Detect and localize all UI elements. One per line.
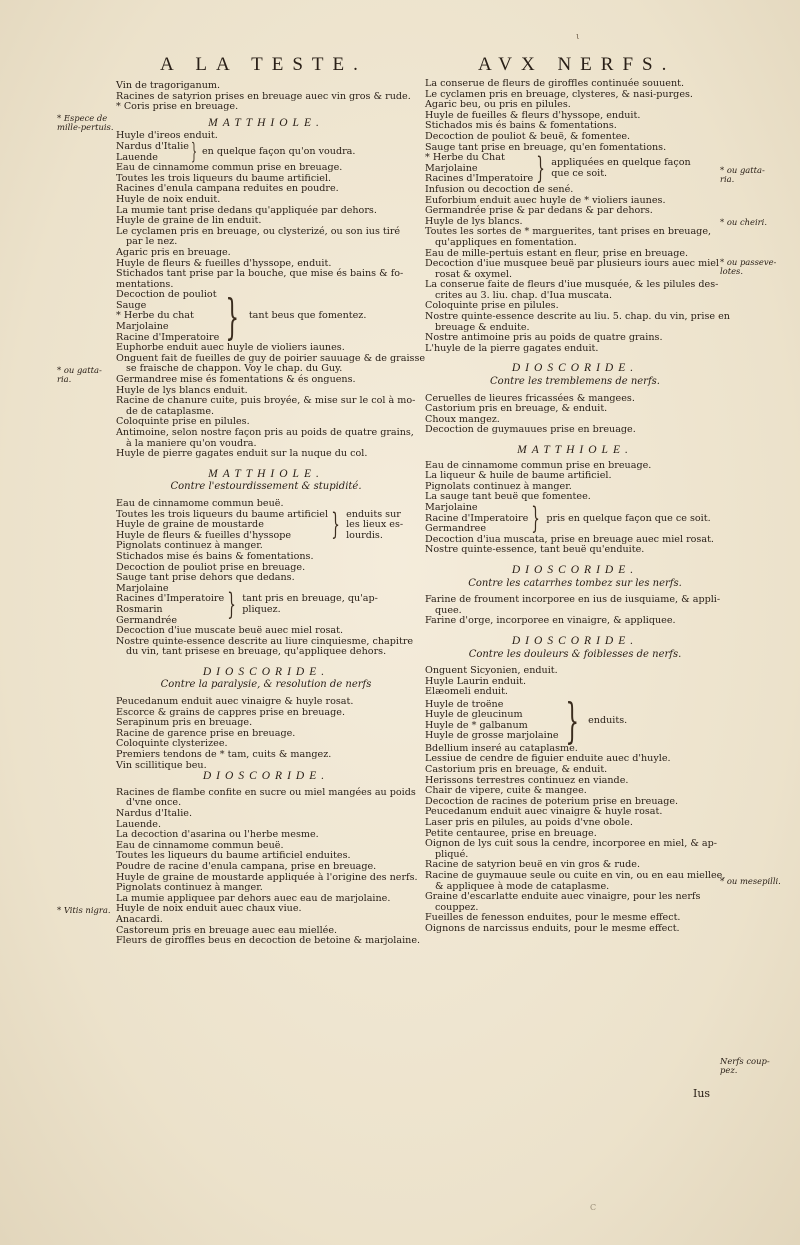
bracket-group xyxy=(116,139,416,165)
text-line: tant pris en breuage, qu'ap- xyxy=(242,593,378,605)
text-line: Toutes les trois liqueurs du baume artificiel. xyxy=(116,172,332,184)
text-line: Huyle de noix enduit. xyxy=(116,193,221,205)
section-heading: MATTHIOLE. xyxy=(208,467,324,480)
text-line: Eau de cinnamome commun prise en breuage. xyxy=(425,459,652,471)
margin-note-nerfs-couppez: Nerfs coup-pez. xyxy=(720,1056,770,1075)
header-right: AVX NERFS. xyxy=(478,54,676,75)
text-line: Euforbium enduit auec huyle de * violiers iaunes. xyxy=(425,194,666,206)
brace: } xyxy=(564,692,579,749)
text-line: Racines d'enula campana reduites en poudre. xyxy=(116,183,339,195)
text-line: Pignolats continuez à manger. xyxy=(116,540,263,552)
text-line: breuage & enduite. xyxy=(435,321,530,333)
text-line: Marjolaine xyxy=(116,321,169,333)
header-left: A LA TESTE. xyxy=(160,54,367,75)
text-line: Huyle de pierre gagates enduit sur la nuque du col. xyxy=(116,448,368,460)
text-line: Lauende. xyxy=(116,818,161,830)
text-line: qu'appliques en fomentation. xyxy=(435,236,577,248)
text-line: Castoreum pris en breuage auec eau miellée. xyxy=(116,924,338,936)
section-subheading: Contre les douleurs & foiblesses de nerfs. xyxy=(468,648,682,660)
text-line: Vin de tragoriganum. xyxy=(116,80,221,91)
text-line: Graine d'escarlatte enduite auec vinaigre, pour les nerfs xyxy=(425,891,701,903)
text-line: Racine d'Imperatoire xyxy=(116,331,220,343)
text-line: Stichados mis és bains & fomentations. xyxy=(425,120,617,132)
text-line: La liqueur & huile de baume artificiel. xyxy=(425,470,612,482)
text-line: Peucedanum enduit auec vinaigre & huyle rosat. xyxy=(425,806,663,818)
text-line: Toutes les sortes de * marguerites, tant prises en breuage, xyxy=(425,226,712,238)
text-line: Racines d'Imperatoire xyxy=(425,173,534,185)
text-line: pliqué. xyxy=(435,848,469,860)
text-line: Sauge tant prise dehors que dedans. xyxy=(116,572,295,584)
text-line: * Coris prise en breuage. xyxy=(116,101,239,113)
text-line: Le cyclamen pris en breuage, clysteres, & nasi-purges. xyxy=(425,88,693,100)
text-line: Laser pris en pilules, au poids d'vne obole. xyxy=(425,817,633,829)
section-subheading: Contre la paralysie, & resolution de nerfs xyxy=(160,679,372,691)
text-line: pris en quelque façon que ce soit. xyxy=(546,512,711,524)
text-line: La conserue de fleurs de giroffles continuée souuent. xyxy=(425,78,685,89)
text-line: Farine de froument incorporee en ius de iusquiame, & appli- xyxy=(425,594,721,606)
text-line: & appliquee à mode de cataplasme. xyxy=(435,880,610,892)
text-line: Huyle de graine de lin enduit. xyxy=(116,215,262,227)
text-line: à la maniere qu'on voudra. xyxy=(126,437,257,449)
text-line: Euphorbe enduit auec huyle de violiers iaunes. xyxy=(116,342,345,354)
margin-note-passevelotes: * ou passeve-lotes. xyxy=(720,257,777,276)
text-line: Huyle d'ireos enduit. xyxy=(116,130,218,142)
text-line: Racines de satyrion prises en breuage auec vin gros & rude. xyxy=(116,90,411,102)
text-line: Oignons de narcissus enduits, pour le mesme effect. xyxy=(425,922,680,934)
text-line: Huyle de lys blancs enduit. xyxy=(116,384,248,396)
text-line: Racine de satyrion beuë en vin gros & rude. xyxy=(425,859,641,871)
text-line: Agaric beu, ou pris en pilules. xyxy=(425,99,571,111)
text-line: Toutes les trois liqueurs du baume artificiel xyxy=(116,508,329,520)
text-line: Racine d'Imperatoire xyxy=(425,512,529,524)
text-line: Decoction d'iue musquee beuë par plusieurs iours auec miel xyxy=(425,258,720,270)
text-line: que ce soit. xyxy=(551,168,608,180)
text-line: Eau de cinnamome commun beuë. xyxy=(116,497,284,509)
text-line: Eau de cinnamome commun beuë. xyxy=(116,839,284,851)
text-line: pliquez. xyxy=(242,603,281,615)
text-line: La decoction d'asarina ou l'herbe mesme. xyxy=(116,829,319,841)
bracket-group xyxy=(116,507,416,543)
text-line: Sauge tant prise en breuage, qu'en fomentations. xyxy=(425,141,667,153)
text-line: Fleurs de giroffles beus en decoction de betoine & marjolaine. xyxy=(116,935,421,947)
margin-note-vitis-nigra: * Vitis nigra. xyxy=(57,905,111,915)
text-line: Castorium pris en breuage, & enduit. xyxy=(425,764,608,776)
text-line: La sauge tant beuë que fomentee. xyxy=(425,491,591,503)
text-line: couppez. xyxy=(435,901,479,913)
text-line: Peucedanum enduit auec vinaigre & huyle rosat. xyxy=(116,696,354,708)
text-line: Escorce & grains de cappres prise en breuage. xyxy=(116,706,346,718)
text-line: mentations. xyxy=(116,278,174,290)
section-heading: DIOSCORIDE. xyxy=(511,362,639,375)
bracket-group xyxy=(116,290,416,343)
margin-note-gattaria-right: * ou gatta-ria. xyxy=(720,165,765,184)
margin-note-gattaria-left: * ou gatta-ria. xyxy=(57,365,102,384)
text-line: Nostre quinte-essence descrite au liure cinquiesme, chapitre xyxy=(116,635,414,647)
text-line: Huyle de fleurs & fueilles d'hyssope xyxy=(116,529,292,541)
text-line: Bdellium inseré au cataplasme. xyxy=(425,742,578,754)
text-line: Marjolaine xyxy=(425,501,478,513)
text-line: Eau de mille-pertuis estant en fleur, prise en breuage. xyxy=(425,247,689,259)
text-line: Decoction de pouliot & beuë, & fomentee. xyxy=(425,130,631,142)
text-line: Serapinum pris en breuage. xyxy=(116,717,253,729)
text-line: Germandree xyxy=(425,523,487,535)
text-line: Huyle de troëne xyxy=(425,698,504,710)
right-column xyxy=(425,78,730,935)
text-line: par le nez. xyxy=(126,236,178,248)
text-line: Germandrée xyxy=(116,614,178,626)
brace: } xyxy=(225,288,240,345)
section-heading: DIOSCORIDE. xyxy=(511,563,639,576)
signature-mark: C xyxy=(590,1203,597,1212)
bracket-group xyxy=(116,584,416,626)
text-line: Lauende xyxy=(116,151,158,163)
text-line: Antimoine, selon nostre façon pris au poids de quatre grains, xyxy=(116,427,414,438)
text-line: Nardus d'Italie. xyxy=(116,808,193,819)
brace: } xyxy=(190,139,198,165)
margin-mark: ι xyxy=(576,32,580,42)
text-line: Racine de garence prise en breuage. xyxy=(116,727,296,739)
text-line: La conserue faite de fleurs d'iue musquée, & les pilules des- xyxy=(425,279,719,291)
text-line: Toutes les liqueurs du baume artificiel enduites. xyxy=(116,850,351,862)
text-line: Lessiue de cendre de figuier enduite auec d'huyle. xyxy=(425,753,671,765)
text-line: Farine d'orge, incorporee en vinaigre, & appliquee. xyxy=(425,615,676,627)
margin-note-cheiri: * ou cheiri. xyxy=(720,217,768,227)
text-line: Ceruelles de lieures fricassées & mangees. xyxy=(425,392,635,404)
text-line: Herissons terrestres continuez en viande. xyxy=(425,774,629,786)
section-heading: MATTHIOLE. xyxy=(517,444,633,456)
text-line: Poudre de racine d'enula campana, prise en breuage. xyxy=(116,860,377,872)
text-line: Chair de vipere, cuite & mangee. xyxy=(425,785,587,797)
text-line: Oignon de lys cuit sous la cendre, incorporee en miel, & ap- xyxy=(425,838,718,850)
section-subheading: Contre les tremblemens de nerfs. xyxy=(490,376,660,388)
brace: } xyxy=(536,151,546,187)
text-line: Rosmarin xyxy=(116,603,163,615)
text-line: Decoction de racines de poterium prise en breuage. xyxy=(425,795,679,807)
text-line: Agaric pris en breuage. xyxy=(116,246,231,258)
text-line: Huyle de fleurs & fueilles d'hyssope, enduit. xyxy=(116,257,332,269)
text-line: Huyle Laurin enduit. xyxy=(425,675,527,687)
text-line: Decoction de guymauues prise en breuage. xyxy=(425,424,636,436)
text-line: L'huyle de la pierre gagates enduit. xyxy=(425,342,599,354)
text-line: appliquées en quelque façon xyxy=(551,157,691,169)
text-line: de de cataplasme. xyxy=(126,405,215,417)
text-line: * Herbe du chat xyxy=(116,310,194,322)
text-line: Coloquinte prise en pilules. xyxy=(116,416,250,428)
text-line: Onguent Sicyonien, enduit. xyxy=(425,665,558,677)
text-line: Nostre quinte-essence, tant beuë qu'enduite. xyxy=(425,544,645,556)
text-line: Huyle de grosse marjolaine xyxy=(425,730,559,742)
text-line: Decoction de pouliot prise en breuage. xyxy=(116,561,306,573)
text-line: Huyle de fueilles & fleurs d'hyssope, enduit. xyxy=(425,109,641,121)
text-line: Huyle de noix enduit auec chaux viue. xyxy=(116,903,302,915)
margin-note-mille-pertuis: * Espece de mille-pertuis. xyxy=(57,113,114,132)
text-line: Racines d'Imperatoire xyxy=(116,593,225,605)
margin-note-mesepilli: * ou mesepilli. xyxy=(720,876,781,886)
text-line: quee. xyxy=(435,604,462,616)
catchword: Ius xyxy=(693,1087,711,1100)
section-heading: DIOSCORIDE. xyxy=(202,665,330,678)
text-line: Pignolats continuez à manger. xyxy=(116,882,263,894)
text-line: d'vne once. xyxy=(126,797,182,809)
text-line: La mumie appliquee par dehors auec eau de marjolaine. xyxy=(116,892,391,904)
text-line: Marjolaine xyxy=(425,162,478,174)
text-line: Nostre quinte-essence descrite au liu. 5. chap. du vin, prise en xyxy=(425,311,730,323)
text-line: crites au 3. liu. chap. d'Iua muscata. xyxy=(435,289,613,301)
bracket-group xyxy=(425,153,725,185)
left-column xyxy=(116,80,426,947)
text-line: Castorium pris en breuage, & enduit. xyxy=(425,403,608,415)
text-line: Coloquinte prise en pilules. xyxy=(425,300,559,312)
brace: } xyxy=(531,500,541,536)
text-line: Eau de cinnamome commun prise en breuage. xyxy=(116,162,343,174)
text-line: tant beus que fomentez. xyxy=(248,310,367,322)
section-heading: DIOSCORIDE. xyxy=(511,634,639,647)
text-line: Anacardi. xyxy=(116,913,163,925)
text-line: La mumie tant prise dedans qu'appliquée par dehors. xyxy=(116,204,377,216)
section-heading: MATTHIOLE. xyxy=(208,116,324,129)
section-subheading: Contre l'estourdissement & stupidité. xyxy=(170,481,362,493)
text-line: Onguent fait de fueilles de guy de poirier sauuage & de graisse xyxy=(116,352,426,364)
brace: } xyxy=(331,507,340,543)
text-line: Le cyclamen pris en breuage, ou clysterizé, ou son ius tiré xyxy=(116,225,401,237)
text-line: Germandree mise és fomentations & és onguens. xyxy=(116,374,356,386)
text-line: lourdis. xyxy=(346,529,383,541)
text-line: enduits sur xyxy=(346,508,401,520)
text-line: Infusion ou decoction de sené. xyxy=(425,183,574,195)
text-line: Marjolaine xyxy=(116,582,169,594)
text-line: Decoction d'iue muscate beuë auec miel rosat. xyxy=(116,625,344,637)
text-line: Huyle de gleucinum xyxy=(425,709,523,721)
text-line: Coloquinte clysterizee. xyxy=(116,738,228,750)
text-line: Elæomeli enduit. xyxy=(425,686,508,698)
text-line: Racines de flambe confite en sucre ou miel mangées au poids xyxy=(116,786,416,798)
text-line: Stichados tant prise par la bouche, que mise és bains & fo- xyxy=(116,268,404,280)
text-line: Nostre antimoine pris au poids de quatre grains. xyxy=(425,332,663,344)
text-line: Pignolats continuez à manger. xyxy=(425,480,572,492)
text-line: Sauge xyxy=(116,299,147,311)
bracket-group xyxy=(425,500,725,536)
brace: } xyxy=(227,586,237,622)
text-line: Petite centauree, prise en breuage. xyxy=(425,827,597,839)
text-line: Decoction de pouliot xyxy=(116,289,217,301)
section-heading: DIOSCORIDE. xyxy=(202,770,330,783)
section-subheading: Contre les catarrhes tombez sur les nerfs. xyxy=(468,577,682,589)
text-line: rosat & oxymel. xyxy=(435,268,512,280)
text-line: Germandrée prise & par dedans & par dehors. xyxy=(425,205,653,217)
text-line: se fraische de chappon. Voy le chap. du Guy. xyxy=(126,363,343,375)
text-line: Racine de chanure cuite, puis broyée, & mise sur le col à mo- xyxy=(116,395,416,407)
text-line: du vin, tant prisese en breuage, qu'appliquee dehors. xyxy=(126,646,387,658)
text-line: Huyle de graine de moustarde xyxy=(116,519,264,531)
text-line: Premiers tendons de * tam, cuits & mangez. xyxy=(116,749,332,761)
text-line: * Herbe du Chat xyxy=(425,152,505,164)
text-line: Huyle de * galbanum xyxy=(425,719,528,731)
text-line: en quelque façon qu'on voudra. xyxy=(201,146,356,158)
text-line: enduits. xyxy=(588,714,628,726)
text-line: Decoction d'iua muscata, prise en breuage auec miel rosat. xyxy=(425,533,714,545)
text-line: Vin scillitique beu. xyxy=(116,759,207,771)
text-line: Huyle de lys blancs. xyxy=(425,215,523,227)
text-line: Choux mangez. xyxy=(425,413,500,425)
text-line: Fueilles de fenesson enduites, pour le mesme effect. xyxy=(425,912,681,924)
text-line: Huyle de graine de moustarde appliquée à l'origine des nerfs. xyxy=(116,871,418,883)
text-line: les lieux es- xyxy=(346,519,404,531)
text-line: Nardus d'Italie xyxy=(116,140,189,152)
text-line: Stichados mise és bains & fomentations. xyxy=(116,550,314,562)
text-line: Racine de guymauue seule ou cuite en vin, ou en eau miellee, xyxy=(425,870,726,881)
